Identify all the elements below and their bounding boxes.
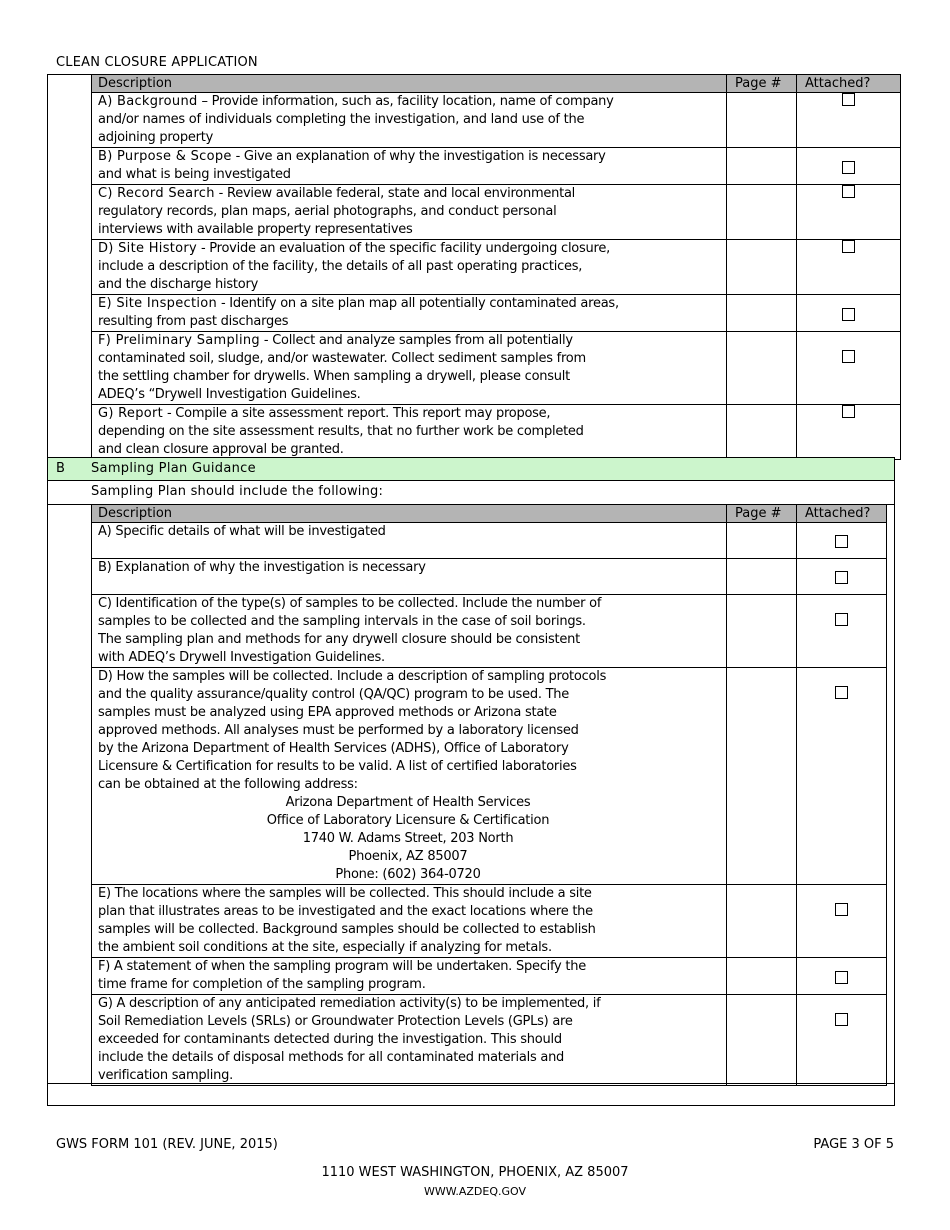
item-line: can be obtained at the following address:: [98, 777, 358, 792]
table-row: [92, 559, 887, 595]
item-line: interviews with available property representatives: [98, 222, 413, 237]
item-line: - Provide an evaluation of the specific facility undergoing closure,: [197, 241, 610, 256]
footer-form-number: GWS FORM 101 (REV. JUNE, 2015): [56, 1137, 278, 1152]
attached-cell: [797, 559, 887, 595]
attached-checkbox[interactable]: [842, 405, 855, 418]
section-b-letter: B: [56, 461, 66, 476]
item-line: and/or names of individuals completing the investigation, and land use of the: [98, 112, 585, 127]
attached-checkbox[interactable]: [835, 971, 848, 984]
attached-checkbox[interactable]: [835, 535, 848, 548]
section-b-header: [47, 457, 895, 481]
item-description: [92, 93, 727, 148]
page-number-header: Page #: [727, 505, 797, 523]
item-line: D) How the samples will be collected. Include a description of sampling protocols: [98, 669, 607, 684]
page-number-cell[interactable]: [727, 958, 797, 995]
address-line: Office of Laboratory Licensure & Certification: [266, 813, 550, 828]
table-row: [92, 332, 901, 405]
description-header: Description: [92, 505, 727, 523]
item-line: adjoining property: [98, 130, 214, 145]
item-line: regulatory records, plan maps, aerial photographs, and conduct personal: [98, 204, 557, 219]
item-description: [92, 185, 727, 240]
item-line: time frame for completion of the sampling program.: [98, 977, 426, 992]
item-key: G) Report: [98, 406, 164, 421]
item-description: [92, 295, 727, 332]
item-key: E) Site Inspection: [98, 296, 218, 311]
attached-checkbox[interactable]: [842, 308, 855, 321]
item-line: - Compile a site assessment report. This report may propose,: [163, 406, 551, 421]
item-description: [92, 332, 727, 405]
page-number-cell[interactable]: [727, 93, 797, 148]
item-description: [92, 668, 727, 885]
item-line: samples will be collected. Background samples should be collected to establish: [98, 922, 596, 937]
table-row: [92, 405, 901, 460]
item-description: [92, 405, 727, 460]
section-b-table: [91, 504, 887, 1086]
table-row: [92, 668, 887, 885]
attached-checkbox[interactable]: [842, 185, 855, 198]
attached-cell: [797, 885, 887, 958]
item-line: plan that illustrates areas to be investigated and the exact locations where the: [98, 904, 593, 919]
attached-cell: [797, 295, 901, 332]
item-line: and the quality assurance/quality control (QA/QC) program to be used. The: [98, 687, 570, 702]
page-number-cell[interactable]: [727, 240, 797, 295]
attached-cell: [797, 595, 887, 668]
item-line: contaminated soil, sludge, and/or wastewater. Collect sediment samples from: [98, 351, 586, 366]
item-line: resulting from past discharges: [98, 314, 289, 329]
item-line: Licensure & Certification for results to be valid. A list of certified laboratories: [98, 759, 577, 774]
address-line: 1740 W. Adams Street, 203 North: [302, 831, 514, 846]
item-line: B) Explanation of why the investigation is necessary: [98, 560, 426, 575]
item-line: with ADEQ’s Drywell Investigation Guidelines.: [98, 650, 385, 665]
attached-cell: [797, 668, 887, 885]
attached-checkbox[interactable]: [835, 903, 848, 916]
attached-cell: [797, 93, 901, 148]
item-line: F) A statement of when the sampling program will be undertaken. Specify the: [98, 959, 586, 974]
table-row: [92, 148, 901, 185]
attached-header: Attached?: [797, 505, 887, 523]
page-number-cell[interactable]: [727, 668, 797, 885]
section-b-intro: Sampling Plan should include the following:: [91, 484, 384, 499]
address-line: Phoenix, AZ 85007: [348, 849, 468, 864]
table-row: [92, 295, 901, 332]
attached-checkbox[interactable]: [835, 613, 848, 626]
attached-cell: [797, 240, 901, 295]
attached-checkbox[interactable]: [835, 1013, 848, 1026]
item-line: the ambient soil conditions at the site, especially if analyzing for metals.: [98, 940, 552, 955]
item-line: – Provide information, such as, facility location, name of company: [197, 94, 614, 109]
item-line: exceeded for contaminants detected during the investigation. This should: [98, 1032, 562, 1047]
page-number-cell[interactable]: [727, 332, 797, 405]
attached-header: Attached?: [797, 75, 901, 93]
item-line: ADEQ’s “Drywell Investigation Guidelines.: [98, 387, 361, 402]
section-b-bottom-divider: [47, 1083, 895, 1084]
table-row: [92, 958, 887, 995]
attached-checkbox[interactable]: [842, 93, 855, 106]
item-line: A) Specific details of what will be investigated: [98, 524, 386, 539]
item-line: and what is being investigated: [98, 167, 291, 182]
section-a-header-row: [92, 75, 901, 93]
table-row: [92, 995, 887, 1086]
attached-cell: [797, 995, 887, 1086]
item-line: include the details of disposal methods for all contaminated materials and: [98, 1050, 565, 1065]
item-description: [92, 595, 727, 668]
item-line: E) The locations where the samples will be collected. This should include a site: [98, 886, 592, 901]
item-line: The sampling plan and methods for any drywell closure should be consistent: [98, 632, 580, 647]
page-number-cell[interactable]: [727, 185, 797, 240]
item-line: and clean closure approval be granted.: [98, 442, 344, 457]
footer-url: WWW.AZDEQ.GOV: [423, 1185, 526, 1198]
page-number-cell[interactable]: [727, 995, 797, 1086]
page-number-cell[interactable]: [727, 523, 797, 559]
attached-cell: [797, 523, 887, 559]
attached-checkbox[interactable]: [842, 161, 855, 174]
page-number-cell[interactable]: [727, 148, 797, 185]
page-number-header: Page #: [727, 75, 797, 93]
attached-checkbox[interactable]: [842, 240, 855, 253]
item-line: samples must be analyzed using EPA approved methods or Arizona state: [98, 705, 557, 720]
table-row: [92, 523, 887, 559]
item-line: verification sampling.: [98, 1068, 233, 1083]
item-line: the settling chamber for drywells. When sampling a drywell, please consult: [98, 369, 570, 384]
page-number-cell[interactable]: [727, 295, 797, 332]
table-row: [92, 93, 901, 148]
item-line: Soil Remediation Levels (SRLs) or Groundwater Protection Levels (GPLs) are: [98, 1014, 573, 1029]
item-key: D) Site History: [98, 241, 198, 256]
item-description: [92, 995, 727, 1086]
item-description: [92, 240, 727, 295]
section-a-frame: [47, 74, 95, 458]
item-description: [92, 523, 727, 559]
section-a-table: [91, 74, 901, 460]
table-row: [92, 185, 901, 240]
item-key: C) Record Search: [98, 186, 215, 201]
attached-cell: [797, 148, 901, 185]
item-line: G) A description of any anticipated remediation activity(s) to be implemented, if: [98, 996, 601, 1011]
attached-checkbox[interactable]: [842, 350, 855, 363]
lab-address-block: [98, 794, 718, 884]
item-description: [92, 148, 727, 185]
address-line: Phone: (602) 364-0720: [335, 867, 481, 882]
attached-checkbox[interactable]: [835, 686, 848, 699]
item-key: A) Background: [98, 94, 198, 109]
attached-cell: [797, 405, 901, 460]
footer-address: 1110 WEST WASHINGTON, PHOENIX, AZ 85007: [321, 1165, 629, 1180]
item-line: - Identify on a site plan map all potentially contaminated areas,: [217, 296, 619, 311]
attached-cell: [797, 958, 887, 995]
section-b-intro-row: [47, 480, 895, 505]
item-line: approved methods. All analyses must be performed by a laboratory licensed: [98, 723, 579, 738]
page-number-cell[interactable]: [727, 559, 797, 595]
page-number-cell[interactable]: [727, 885, 797, 958]
item-line: include a description of the facility, the details of all past operating practices,: [98, 259, 583, 274]
section-b-header-row: [92, 505, 887, 523]
item-description: [92, 559, 727, 595]
item-key: B) Purpose & Scope: [98, 149, 232, 164]
table-row: [92, 885, 887, 958]
table-row: [92, 240, 901, 295]
item-line: and the discharge history: [98, 277, 259, 292]
item-line: depending on the site assessment results, that no further work be completed: [98, 424, 584, 439]
attached-cell: [797, 332, 901, 405]
description-header: Description: [92, 75, 727, 93]
item-line: - Collect and analyze samples from all potentially: [259, 333, 573, 348]
item-line: - Review available federal, state and local environmental: [214, 186, 576, 201]
item-key: F) Preliminary Sampling: [98, 333, 260, 348]
section-b-title: Sampling Plan Guidance: [91, 461, 256, 476]
address-line: Arizona Department of Health Services: [285, 795, 531, 810]
item-line: - Give an explanation of why the investigation is necessary: [231, 149, 606, 164]
attached-cell: [797, 185, 901, 240]
item-line: samples to be collected and the sampling intervals in the case of soil borings.: [98, 614, 586, 629]
page-header-title: CLEAN CLOSURE APPLICATION: [56, 55, 258, 70]
item-description: [92, 885, 727, 958]
item-line: by the Arizona Department of Health Services (ADHS), Office of Laboratory: [98, 741, 569, 756]
page-number-cell[interactable]: [727, 595, 797, 668]
attached-checkbox[interactable]: [835, 571, 848, 584]
item-line: C) Identification of the type(s) of samples to be collected. Include the number of: [98, 596, 602, 611]
item-description: [92, 958, 727, 995]
footer-page-number: PAGE 3 OF 5: [813, 1137, 894, 1152]
table-row: [92, 595, 887, 668]
page-number-cell[interactable]: [727, 405, 797, 460]
